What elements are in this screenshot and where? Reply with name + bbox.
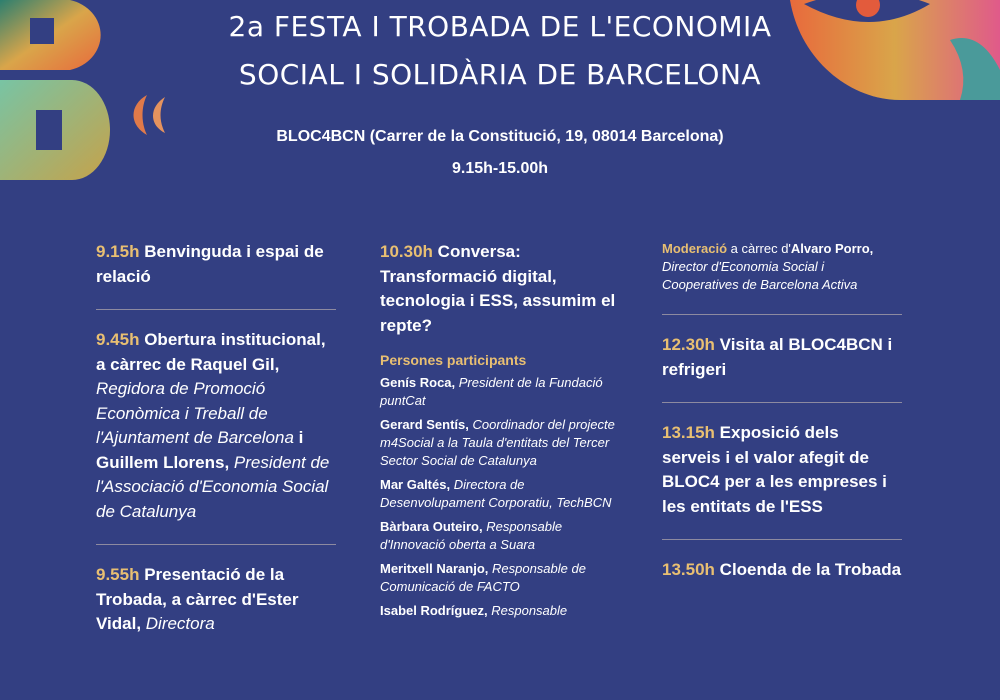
moderation-label: Moderació	[662, 241, 728, 256]
item-text: Cloenda de la Trobada	[714, 560, 902, 579]
participant	[380, 602, 620, 620]
item-time: 9.45h	[96, 330, 140, 349]
divider	[96, 309, 336, 310]
participant-role: Coordinador del projecte m4Social a la Taula d'entitats del Tercer Sector Social de Catalunya	[380, 417, 615, 468]
participant-role: Responsable d'Innovació oberta a Suara	[380, 519, 563, 552]
item-time: 12.30h	[662, 335, 715, 354]
page-title-line2: SOCIAL I SOLIDÀRIA DE BARCELONA	[238, 58, 762, 91]
item-time: 9.55h	[96, 565, 140, 584]
participant-role: Responsable	[487, 603, 568, 618]
venue-address: BLOC4BCN (Carrer de la Constitució, 19, 08014 Barcelona)	[276, 128, 724, 145]
participant-name: Meritxell Naranjo,	[380, 561, 489, 576]
item-role: Directora	[145, 614, 215, 633]
participant	[380, 416, 620, 470]
participant-name: Genís Roca,	[380, 375, 456, 390]
moderator-name: Alvaro Porro,	[790, 241, 874, 256]
participant	[380, 374, 620, 410]
participant-name: Mar Galtés,	[380, 477, 451, 492]
participant	[380, 560, 620, 596]
event-hours: 9.15h-15.00h	[451, 160, 549, 177]
moderation-pre: a càrrec d'	[727, 241, 791, 256]
participant-name: Gerard Sentís,	[380, 417, 469, 432]
item-text: Benvinguda i espai de relació	[96, 242, 324, 286]
schedule-column-1	[96, 240, 336, 637]
item-text: Conversa: Transformació digital, tecnologia i ESS, assumim el repte?	[380, 242, 616, 335]
item-text: Exposició dels serveis i el valor afegit de BLOC4 per a les empreses i les entitats de l'ESS	[662, 423, 887, 516]
item-time: 9.15h	[96, 242, 140, 261]
moderator-role: Director d'Economia Social i Cooperatives de Barcelona Activa	[662, 259, 858, 292]
item-text: i Guillem Llorens,	[96, 428, 304, 472]
schedule-item	[96, 240, 336, 289]
page-title-line1: 2a FESTA I TROBADA DE L'ECONOMIA	[228, 10, 772, 43]
schedule-column-3	[662, 240, 902, 583]
eye-motif-icon	[780, 0, 1000, 100]
participant	[380, 518, 620, 554]
schedule-item	[662, 333, 902, 382]
participant	[380, 476, 620, 512]
participant-name: Bàrbara Outeiro,	[380, 519, 483, 534]
divider	[662, 539, 902, 540]
moderation-note	[662, 240, 902, 294]
item-time: 13.50h	[662, 560, 715, 579]
participant-role: President de la Fundació puntCat	[380, 375, 603, 408]
item-time: 10.30h	[380, 242, 433, 261]
divider	[96, 544, 336, 545]
participant-role: Responsable de Comunicació de FACTO	[380, 561, 586, 594]
participant-role: Directora de Desenvolupament Corporatiu, TechBCN	[380, 477, 612, 510]
schedule-column-2	[380, 240, 620, 626]
schedule-item	[96, 328, 336, 524]
item-text: Visita al BLOC4BCN i refrigeri	[662, 335, 893, 379]
schedule-item	[380, 240, 620, 338]
divider	[662, 402, 902, 403]
item-role: President de l'Associació d'Economia Social de Catalunya	[96, 452, 330, 521]
participants-heading: Persones participants	[380, 352, 527, 368]
item-role: Regidora de Promoció Econòmica i Treball de l'Ajuntament de Barcelona	[96, 379, 294, 447]
schedule-item	[96, 563, 336, 637]
item-time: 13.15h	[662, 423, 715, 442]
schedule-item	[662, 421, 902, 519]
item-text: Obertura institucional, a càrrec de Raquel Gil,	[96, 330, 326, 374]
item-text: Presentació de la Trobada, a càrrec d'Ester Vidal,	[96, 565, 299, 633]
participant-name: Isabel Rodríguez,	[380, 603, 488, 618]
schedule-item	[662, 558, 902, 583]
divider	[662, 314, 902, 315]
